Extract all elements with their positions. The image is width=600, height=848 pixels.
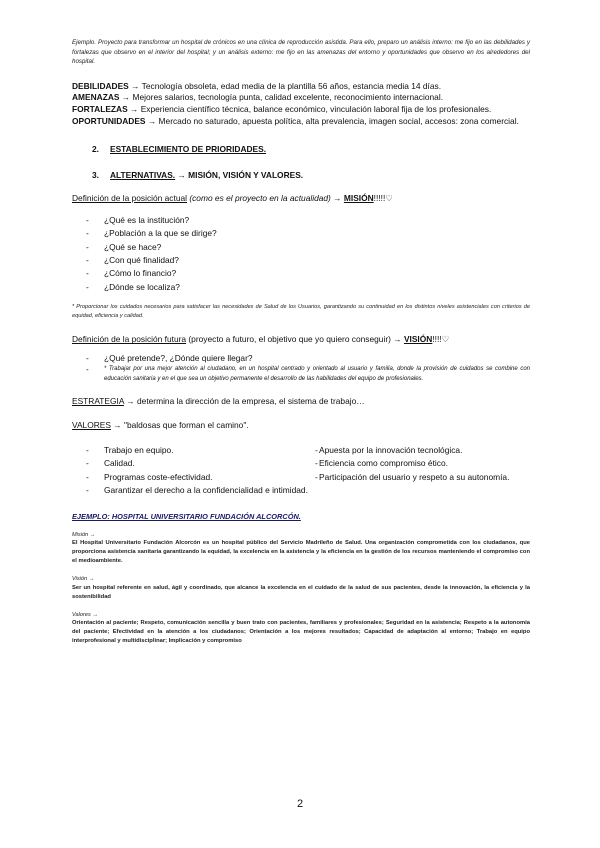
list-item: - Garantizar el derecho a la confidencialidad e intimidad.: [72, 484, 530, 497]
ej-mision-label: Misión →: [72, 531, 96, 538]
list-item: - ¿Qué es la institución?: [72, 214, 530, 227]
list-item: - ¿Dónde se localiza?: [72, 281, 530, 294]
list-item: - ¿Qué pretende?, ¿Dónde quiere llegar?: [72, 352, 530, 365]
dafo-amenazas: AMENAZAS → Mejores salarios, tecnología punta, calidad excelente, reconocimiento internacional.: [72, 92, 444, 103]
ej-valores-label: Valores →: [72, 611, 98, 618]
intro-paragraph: Ejemplo. Proyecto para transformar un hospital de crónicos en una clínica de reproducción asistida. Para ello, preparo un análisis interno: me fijo en las debilidades y fortalezas que observo en el interior del hospital; y un análisis externo: me fijo en las amenazas del entorno y oportunidades que observo en los alrededores del hospital.: [72, 39, 530, 66]
vision-definition: Definición de la posición futura (proyecto a futuro, el objetivo que yo quiero conseguir) → VISIÓN!!!!♡: [72, 334, 450, 345]
valores-last-list: [72, 484, 530, 497]
ej-mision-text: El Hospital Universitario Fundación Alcorcón es un hospital público del Servicio Madrileño de Salud. Una organización comprometida con los ciudadanos, que proporciona asistencia sanitaria garantizando la equidad, la excelencia en la asistencia y la eficiencia en la gestión de los recursos manteniendo el compromiso con el medioambiente.: [72, 540, 530, 565]
valores-columns: [72, 444, 530, 484]
vision-note: - * Trabajar por una mejor atención al ciudadano, en un hospital centrado y orientado al usuario y familia, donde la provisión de cuidados se combine con educación sanitaria y en el que sea un objetivo permanente el desarrollo de las habilidades del equipo de profesionales.: [72, 365, 530, 383]
ejemplo-title: EJEMPLO: HOSPITAL UNIVERSITARIO FUNDACIÓN ALCORCÓN.: [72, 511, 301, 521]
list-item: - ¿Población a la que se dirige?: [72, 227, 530, 240]
mision-questions-list: [72, 214, 530, 294]
list-item: - Apuesta por la innovación tecnológica.: [301, 444, 530, 457]
dafo-block: [72, 81, 530, 127]
mision-note: * Proporcionar los cuidados necesarios para satisfacer las necesidades de Salud de los Usuarios, garantizando su continuidad en los distintos niveles asistenciales con criterios de equidad, eficiencia y calidad.: [72, 304, 530, 319]
valores-right-list: [301, 444, 530, 484]
mision-definition: Definición de la posición actual (como es el proyecto en la actualidad) → MISIÓN!!!!!♡: [72, 193, 393, 204]
section-3-heading: 3. ALTERNATIVAS. → MISIÓN, VISIÓN Y VALORES.: [92, 170, 304, 181]
list-item: - Participación del usuario y respeto a su autonomía.: [301, 471, 530, 484]
dafo-fortalezas: FORTALEZAS → Experiencia científico técnica, balance económico, vinculación laboral fija de los profesionales.: [72, 103, 492, 114]
ej-vision-text: Ser un hospital referente en salud, ágil y coordinado, que alcance la excelencia en el cuidado de la salud de sus pacientes, desde la innovación, la eficiencia y la sostenibilidad: [72, 584, 530, 600]
vision-list: [72, 352, 530, 365]
list-item: - Programas coste-efectividad.: [72, 471, 301, 484]
dafo-debilidades: DEBILIDADES → Tecnología obsoleta, edad media de la plantilla 56 años, estancia media 14 días.: [72, 80, 442, 91]
valores-line: VALORES → "baldosas que forman el camino".: [72, 420, 249, 431]
ej-vision-label: Visión →: [72, 576, 95, 583]
estrategia-line: ESTRATEGIA → determina la dirección de la empresa, el sistema de trabajo…: [72, 395, 365, 406]
valores-left-list: [72, 444, 301, 484]
list-item: - ¿Cómo lo financio?: [72, 267, 530, 280]
list-item: - Eficiencia como compromiso ético.: [301, 457, 530, 470]
document-page: [72, 38, 530, 646]
list-item: - ¿Qué se hace?: [72, 241, 530, 254]
list-item: - ¿Con qué finalidad?: [72, 254, 530, 267]
vision-note-list: [72, 365, 530, 383]
list-item: - Trabajo en equipo.: [72, 444, 301, 457]
ej-valores-text: Orientación al paciente; Respeto, comunicación sencilla y buen trato con pacientes, familiares y profesionales; Seguridad en la asistencia; Respeto a la autonomía del paciente; Efectividad en la atención a los ciudadanos; Orientación a los mejores resultados; Capacidad de adaptación al entorno; Trabajo en equipo interprofesional y multidisciplinar; Implicación y compromiso: [72, 620, 530, 645]
dafo-oportunidades: OPORTUNIDADES → Mercado no saturado, apuesta política, alta prevalencia, imagen social, accesos: zona comercial.: [72, 115, 519, 126]
section-2-heading: 2. ESTABLECIMIENTO DE PRIORIDADES.: [92, 144, 267, 155]
list-item: - Calidad.: [72, 457, 301, 470]
page-number: 2: [296, 798, 304, 810]
